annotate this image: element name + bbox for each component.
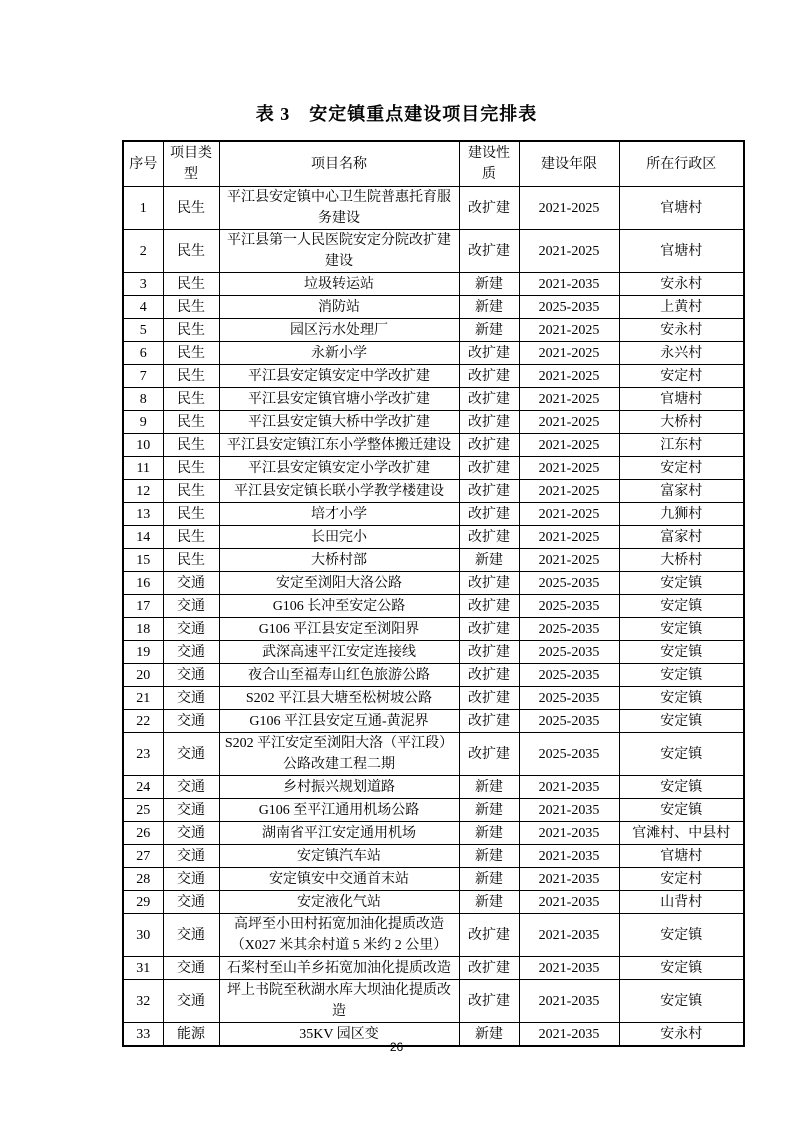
- table-row: [123, 388, 744, 411]
- cell-period: 2021-2035: [519, 1023, 619, 1047]
- cell-period: 2021-2035: [519, 914, 619, 957]
- table-row: [123, 595, 744, 618]
- cell-project-name: 平江县安定镇长联小学教学楼建设: [219, 480, 459, 503]
- cell-district: 安定镇: [619, 710, 744, 733]
- cell-nature: 改扩建: [459, 187, 519, 230]
- cell-category: 民生: [163, 319, 219, 342]
- cell-district: 山背村: [619, 891, 744, 914]
- cell-index: 24: [123, 776, 163, 799]
- cell-category: 交通: [163, 733, 219, 776]
- cell-category: 民生: [163, 388, 219, 411]
- cell-category: 交通: [163, 914, 219, 957]
- cell-nature: 改扩建: [459, 733, 519, 776]
- table-row: [123, 187, 744, 230]
- table-row: [123, 365, 744, 388]
- table-row: [123, 526, 744, 549]
- cell-index: 21: [123, 687, 163, 710]
- cell-district: 九狮村: [619, 503, 744, 526]
- cell-period: 2021-2035: [519, 273, 619, 296]
- cell-district: 安定镇: [619, 618, 744, 641]
- cell-nature: 新建: [459, 822, 519, 845]
- cell-period: 2021-2025: [519, 187, 619, 230]
- cell-project-name: 安定至浏阳大洛公路: [219, 572, 459, 595]
- cell-project-name: S202 平江安定至浏阳大洛（平江段）公路改建工程二期: [219, 733, 459, 776]
- table-header: [123, 141, 744, 187]
- cell-category: 交通: [163, 980, 219, 1023]
- cell-category: 民生: [163, 296, 219, 319]
- cell-index: 1: [123, 187, 163, 230]
- cell-period: 2021-2035: [519, 980, 619, 1023]
- cell-category: 民生: [163, 411, 219, 434]
- cell-period: 2021-2025: [519, 230, 619, 273]
- cell-nature: 改扩建: [459, 388, 519, 411]
- table-row: [123, 664, 744, 687]
- cell-project-name: 平江县第一人民医院安定分院改扩建建设: [219, 230, 459, 273]
- cell-category: 交通: [163, 822, 219, 845]
- table-row: [123, 980, 744, 1023]
- cell-period: 2021-2025: [519, 319, 619, 342]
- cell-nature: 新建: [459, 891, 519, 914]
- cell-nature: 改扩建: [459, 957, 519, 980]
- cell-category: 民生: [163, 434, 219, 457]
- cell-nature: 新建: [459, 776, 519, 799]
- cell-project-name: 平江县安定镇官塘小学改扩建: [219, 388, 459, 411]
- cell-nature: 改扩建: [459, 434, 519, 457]
- cell-nature: 改扩建: [459, 618, 519, 641]
- cell-nature: 新建: [459, 845, 519, 868]
- cell-period: 2021-2025: [519, 457, 619, 480]
- cell-index: 20: [123, 664, 163, 687]
- projects-table-container: [122, 140, 745, 1047]
- cell-period: 2021-2025: [519, 342, 619, 365]
- cell-project-name: 武深高速平江安定连接线: [219, 641, 459, 664]
- cell-category: 民生: [163, 480, 219, 503]
- cell-index: 28: [123, 868, 163, 891]
- cell-nature: 改扩建: [459, 980, 519, 1023]
- table-row: [123, 434, 744, 457]
- cell-index: 7: [123, 365, 163, 388]
- cell-district: 富家村: [619, 480, 744, 503]
- cell-period: 2021-2025: [519, 388, 619, 411]
- cell-category: 民生: [163, 365, 219, 388]
- cell-district: 安定村: [619, 365, 744, 388]
- cell-project-name: 高坪至小田村拓宽加油化提质改造（X027 米其余村道 5 米约 2 公里）: [219, 914, 459, 957]
- cell-project-name: 湖南省平江安定通用机场: [219, 822, 459, 845]
- cell-category: 民生: [163, 526, 219, 549]
- cell-district: 富家村: [619, 526, 744, 549]
- table-row: [123, 503, 744, 526]
- cell-period: 2021-2025: [519, 411, 619, 434]
- cell-district: 安定镇: [619, 776, 744, 799]
- cell-index: 27: [123, 845, 163, 868]
- cell-district: 官滩村、中县村: [619, 822, 744, 845]
- cell-period: 2021-2025: [519, 526, 619, 549]
- cell-nature: 改扩建: [459, 914, 519, 957]
- cell-project-name: 乡村振兴规划道路: [219, 776, 459, 799]
- table-row: [123, 776, 744, 799]
- cell-district: 安定镇: [619, 664, 744, 687]
- cell-district: 永兴村: [619, 342, 744, 365]
- cell-nature: 新建: [459, 319, 519, 342]
- cell-period: 2025-2035: [519, 733, 619, 776]
- table-row: [123, 710, 744, 733]
- cell-period: 2021-2035: [519, 868, 619, 891]
- cell-nature: 改扩建: [459, 480, 519, 503]
- cell-period: 2021-2035: [519, 799, 619, 822]
- cell-district: 安定镇: [619, 914, 744, 957]
- cell-category: 交通: [163, 891, 219, 914]
- cell-index: 19: [123, 641, 163, 664]
- cell-project-name: 平江县安定镇江东小学整体搬迁建设: [219, 434, 459, 457]
- table-row: [123, 549, 744, 572]
- cell-period: 2021-2035: [519, 822, 619, 845]
- cell-nature: 改扩建: [459, 503, 519, 526]
- cell-district: 安定镇: [619, 641, 744, 664]
- table-body: [123, 187, 744, 1047]
- cell-category: 民生: [163, 457, 219, 480]
- cell-nature: 改扩建: [459, 641, 519, 664]
- header-name: 项目名称: [219, 141, 459, 187]
- cell-category: 交通: [163, 868, 219, 891]
- cell-index: 29: [123, 891, 163, 914]
- cell-index: 33: [123, 1023, 163, 1047]
- cell-period: 2021-2025: [519, 434, 619, 457]
- cell-project-name: 平江县安定镇安定小学改扩建: [219, 457, 459, 480]
- cell-project-name: 平江县安定镇安定中学改扩建: [219, 365, 459, 388]
- table-row: [123, 296, 744, 319]
- cell-district: 官塘村: [619, 388, 744, 411]
- cell-district: 安永村: [619, 273, 744, 296]
- cell-nature: 改扩建: [459, 687, 519, 710]
- cell-project-name: 安定镇汽车站: [219, 845, 459, 868]
- cell-period: 2021-2025: [519, 549, 619, 572]
- cell-category: 民生: [163, 187, 219, 230]
- table-row: [123, 891, 744, 914]
- cell-category: 交通: [163, 799, 219, 822]
- cell-project-name: 平江县安定镇中心卫生院普惠托育服务建设: [219, 187, 459, 230]
- cell-district: 官塘村: [619, 187, 744, 230]
- table-row: [123, 914, 744, 957]
- cell-project-name: G106 平江县安定互通-黄泥界: [219, 710, 459, 733]
- cell-index: 9: [123, 411, 163, 434]
- cell-project-name: 垃圾转运站: [219, 273, 459, 296]
- cell-category: 民生: [163, 230, 219, 273]
- cell-district: 安定镇: [619, 572, 744, 595]
- projects-table: [122, 140, 745, 1047]
- cell-district: 江东村: [619, 434, 744, 457]
- cell-project-name: 安定液化气站: [219, 891, 459, 914]
- cell-nature: 新建: [459, 799, 519, 822]
- cell-index: 2: [123, 230, 163, 273]
- cell-period: 2025-2035: [519, 296, 619, 319]
- cell-period: 2025-2035: [519, 641, 619, 664]
- cell-index: 11: [123, 457, 163, 480]
- cell-index: 31: [123, 957, 163, 980]
- cell-index: 15: [123, 549, 163, 572]
- cell-period: 2021-2025: [519, 480, 619, 503]
- cell-district: 安定镇: [619, 799, 744, 822]
- cell-project-name: 夜合山至福寿山红色旅游公路: [219, 664, 459, 687]
- cell-nature: 改扩建: [459, 526, 519, 549]
- cell-district: 官塘村: [619, 230, 744, 273]
- cell-district: 大桥村: [619, 411, 744, 434]
- table-row: [123, 273, 744, 296]
- cell-nature: 改扩建: [459, 664, 519, 687]
- cell-project-name: 石桨村至山羊乡拓宽加油化提质改造: [219, 957, 459, 980]
- header-category: 项目类型: [163, 141, 219, 187]
- cell-district: 官塘村: [619, 845, 744, 868]
- cell-category: 交通: [163, 664, 219, 687]
- cell-index: 5: [123, 319, 163, 342]
- cell-category: 交通: [163, 572, 219, 595]
- cell-index: 30: [123, 914, 163, 957]
- cell-project-name: 长田完小: [219, 526, 459, 549]
- table-row: [123, 868, 744, 891]
- cell-district: 安定镇: [619, 957, 744, 980]
- cell-category: 交通: [163, 595, 219, 618]
- cell-index: 17: [123, 595, 163, 618]
- table-row: [123, 845, 744, 868]
- cell-district: 上黄村: [619, 296, 744, 319]
- cell-index: 22: [123, 710, 163, 733]
- cell-index: 14: [123, 526, 163, 549]
- cell-project-name: 坪上书院至秋湖水库大坝油化提质改造: [219, 980, 459, 1023]
- cell-project-name: 平江县安定镇大桥中学改扩建: [219, 411, 459, 434]
- cell-category: 民生: [163, 273, 219, 296]
- cell-category: 交通: [163, 957, 219, 980]
- cell-project-name: G106 长冲至安定公路: [219, 595, 459, 618]
- cell-period: 2021-2035: [519, 776, 619, 799]
- header-district: 所在行政区: [619, 141, 744, 187]
- cell-index: 16: [123, 572, 163, 595]
- cell-index: 25: [123, 799, 163, 822]
- table-row: [123, 618, 744, 641]
- cell-district: 大桥村: [619, 549, 744, 572]
- cell-nature: 改扩建: [459, 230, 519, 273]
- cell-project-name: G106 至平江通用机场公路: [219, 799, 459, 822]
- cell-district: 安定镇: [619, 687, 744, 710]
- cell-period: 2025-2035: [519, 664, 619, 687]
- cell-index: 13: [123, 503, 163, 526]
- cell-category: 交通: [163, 710, 219, 733]
- table-row: [123, 572, 744, 595]
- cell-project-name: 大桥村部: [219, 549, 459, 572]
- cell-index: 6: [123, 342, 163, 365]
- header-index: 序号: [123, 141, 163, 187]
- table-row: [123, 822, 744, 845]
- table-row: [123, 799, 744, 822]
- cell-category: 能源: [163, 1023, 219, 1047]
- table-row: [123, 457, 744, 480]
- cell-district: 安定镇: [619, 595, 744, 618]
- cell-category: 交通: [163, 845, 219, 868]
- cell-project-name: 培才小学: [219, 503, 459, 526]
- cell-project-name: 安定镇安中交通首末站: [219, 868, 459, 891]
- table-row: [123, 230, 744, 273]
- cell-district: 安定村: [619, 457, 744, 480]
- cell-index: 18: [123, 618, 163, 641]
- cell-period: 2025-2035: [519, 710, 619, 733]
- cell-district: 安定村: [619, 868, 744, 891]
- cell-period: 2021-2025: [519, 503, 619, 526]
- table-row: [123, 733, 744, 776]
- cell-index: 10: [123, 434, 163, 457]
- cell-period: 2021-2035: [519, 957, 619, 980]
- cell-nature: 改扩建: [459, 710, 519, 733]
- cell-index: 26: [123, 822, 163, 845]
- cell-nature: 新建: [459, 1023, 519, 1047]
- table-row: [123, 411, 744, 434]
- table-row: [123, 342, 744, 365]
- header-row: [123, 141, 744, 187]
- table-row: [123, 480, 744, 503]
- table-row: [123, 957, 744, 980]
- cell-nature: 改扩建: [459, 411, 519, 434]
- cell-nature: 改扩建: [459, 365, 519, 388]
- table-row: [123, 641, 744, 664]
- cell-project-name: 消防站: [219, 296, 459, 319]
- cell-index: 12: [123, 480, 163, 503]
- cell-project-name: 35KV 园区变: [219, 1023, 459, 1047]
- cell-period: 2021-2035: [519, 891, 619, 914]
- page-number: 26: [389, 1040, 404, 1054]
- cell-category: 民生: [163, 342, 219, 365]
- header-period: 建设年限: [519, 141, 619, 187]
- cell-nature: 改扩建: [459, 572, 519, 595]
- cell-nature: 新建: [459, 549, 519, 572]
- cell-index: 23: [123, 733, 163, 776]
- header-nature: 建设性质: [459, 141, 519, 187]
- cell-district: 安定镇: [619, 980, 744, 1023]
- cell-period: 2025-2035: [519, 572, 619, 595]
- cell-category: 交通: [163, 776, 219, 799]
- cell-category: 民生: [163, 549, 219, 572]
- cell-period: 2025-2035: [519, 618, 619, 641]
- cell-period: 2025-2035: [519, 595, 619, 618]
- cell-nature: 改扩建: [459, 457, 519, 480]
- cell-nature: 改扩建: [459, 595, 519, 618]
- cell-district: 安定镇: [619, 733, 744, 776]
- cell-project-name: 永新小学: [219, 342, 459, 365]
- cell-category: 交通: [163, 687, 219, 710]
- cell-category: 民生: [163, 503, 219, 526]
- cell-district: 安永村: [619, 319, 744, 342]
- cell-index: 32: [123, 980, 163, 1023]
- cell-project-name: S202 平江县大塘至松树坡公路: [219, 687, 459, 710]
- table-row: [123, 687, 744, 710]
- cell-index: 4: [123, 296, 163, 319]
- cell-category: 交通: [163, 618, 219, 641]
- cell-nature: 新建: [459, 273, 519, 296]
- cell-index: 3: [123, 273, 163, 296]
- cell-nature: 改扩建: [459, 342, 519, 365]
- cell-project-name: G106 平江县安定至浏阳界: [219, 618, 459, 641]
- cell-period: 2025-2035: [519, 687, 619, 710]
- cell-nature: 新建: [459, 296, 519, 319]
- cell-index: 8: [123, 388, 163, 411]
- page-title: 表 3 安定镇重点建设项目完排表: [255, 104, 538, 124]
- table-row: [123, 319, 744, 342]
- cell-project-name: 园区污水处理厂: [219, 319, 459, 342]
- cell-district: 安永村: [619, 1023, 744, 1047]
- cell-period: 2021-2025: [519, 365, 619, 388]
- cell-period: 2021-2035: [519, 845, 619, 868]
- cell-category: 交通: [163, 641, 219, 664]
- cell-nature: 新建: [459, 868, 519, 891]
